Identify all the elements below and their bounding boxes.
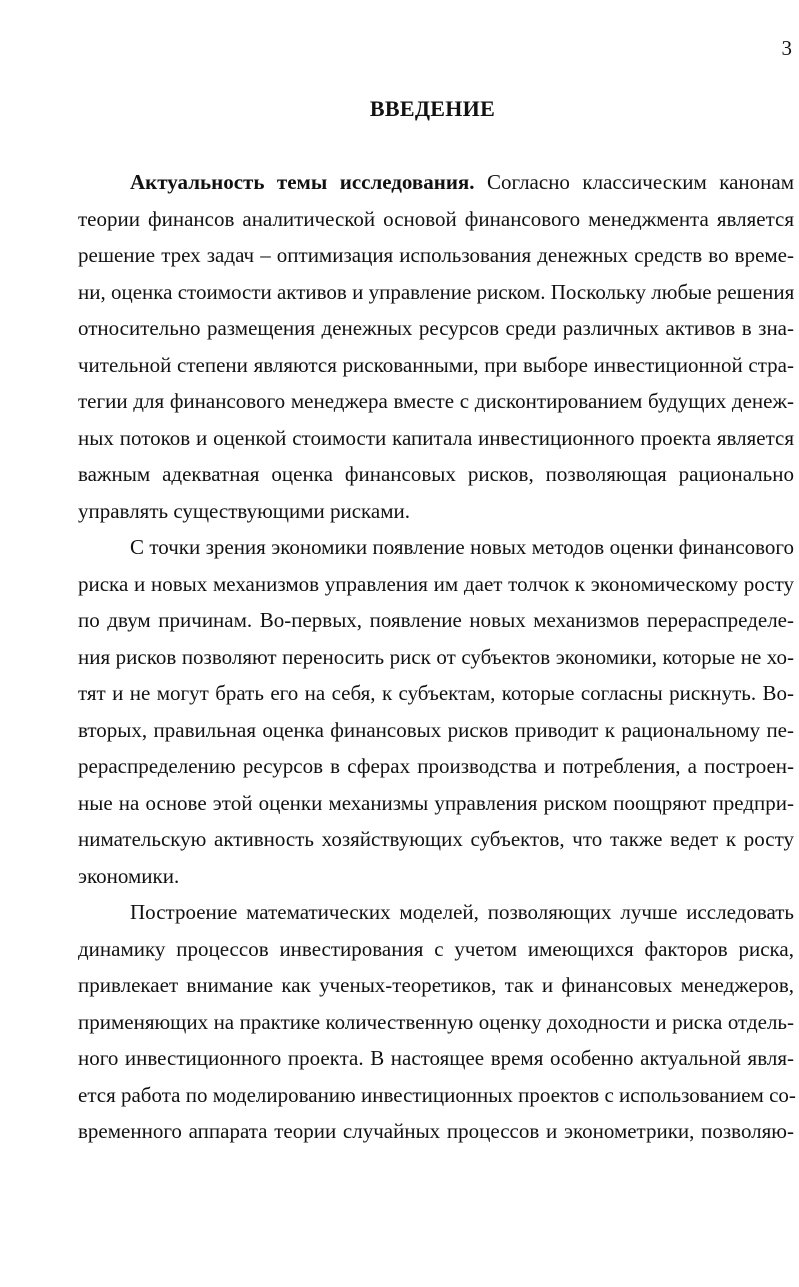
text-line: ется работа по моделированию инвестиционных проектов с использованием со- — [78, 1082, 796, 1107]
text-line: теории финансов аналитической основой финансового менеджмента является — [78, 206, 794, 231]
text-line: ного инвестиционного проекта. В настоящее время особенно актуальной явля- — [78, 1046, 794, 1070]
text-line: рераспределению ресурсов в сферах производства и потребления, а построен- — [78, 754, 794, 778]
text-line: по двум причинам. Во-первых, появление новых механизмов перераспределе- — [78, 608, 794, 632]
text-line: временного аппарата теории случайных процессов и эконометрики, позволяю- — [78, 1119, 794, 1143]
text-line: чительной степени являются рискованными, при выборе инвестиционной стра- — [78, 352, 794, 377]
page-number: 3 — [781, 36, 792, 60]
text-line: применяющих на практике количественную оценку доходности и риска отдель- — [78, 1009, 794, 1034]
text-line: нимательскую активность хозяйствующих субъектов, что также ведет к росту — [78, 827, 794, 851]
text-line: вторых, правильная оценка финансовых рисков приводит к рациональному пе- — [78, 717, 794, 742]
paragraph-3 — [78, 894, 794, 1150]
text-line: динамику процессов инвестирования с учетом имеющихся факторов риска, — [78, 936, 794, 961]
paragraph-2 — [78, 529, 794, 894]
body-text — [78, 164, 794, 1150]
paragraph-lead: Актуальность темы исследования. — [130, 170, 475, 194]
section-heading: ВВЕДЕНИЕ — [369, 96, 496, 121]
text-line: ни, оценка стоимости активов и управление риском. Поскольку любые решения — [78, 279, 795, 304]
text-line: экономики. — [78, 863, 180, 888]
text-line: важным адекватная оценка финансовых рисков, позволяющая рационально — [78, 462, 794, 486]
text-line: риска и новых механизмов управления им дает толчок к экономическому росту — [78, 571, 794, 596]
text-line: привлекает внимание как ученых-теоретиков, так и финансовых менеджеров, — [78, 973, 794, 997]
text-line: Построение математических моделей, позволяющих лучше исследовать — [130, 900, 794, 924]
text-line: относительно размещения денежных ресурсов среди различных активов в зна- — [78, 316, 794, 340]
text-line: тегии для финансового менеджера вместе с дисконтированием будущих денеж- — [78, 389, 794, 413]
text-line: тят и не могут брать его на себя, к субъектам, которые согласны рискнуть. Во- — [78, 681, 794, 705]
text-line: ных потоков и оценкой стоимости капитала инвестиционного проекта является — [78, 425, 794, 450]
text-line: управлять существующими рисками. — [78, 498, 411, 523]
text-line: ные на основе этой оценки механизмы управления риском поощряют предпри- — [78, 790, 794, 815]
text-line: Актуальность темы исследования. Согласно классическим канонам — [130, 170, 795, 194]
text-line: ния рисков позволяют переносить риск от субъектов экономики, которые не хо- — [78, 644, 794, 669]
text-line: решение трех задач – оптимизация использования денежных средств во време- — [78, 243, 794, 267]
paragraph-1 — [78, 164, 794, 529]
text-line: С точки зрения экономики появление новых методов оценки финансового — [130, 535, 794, 559]
